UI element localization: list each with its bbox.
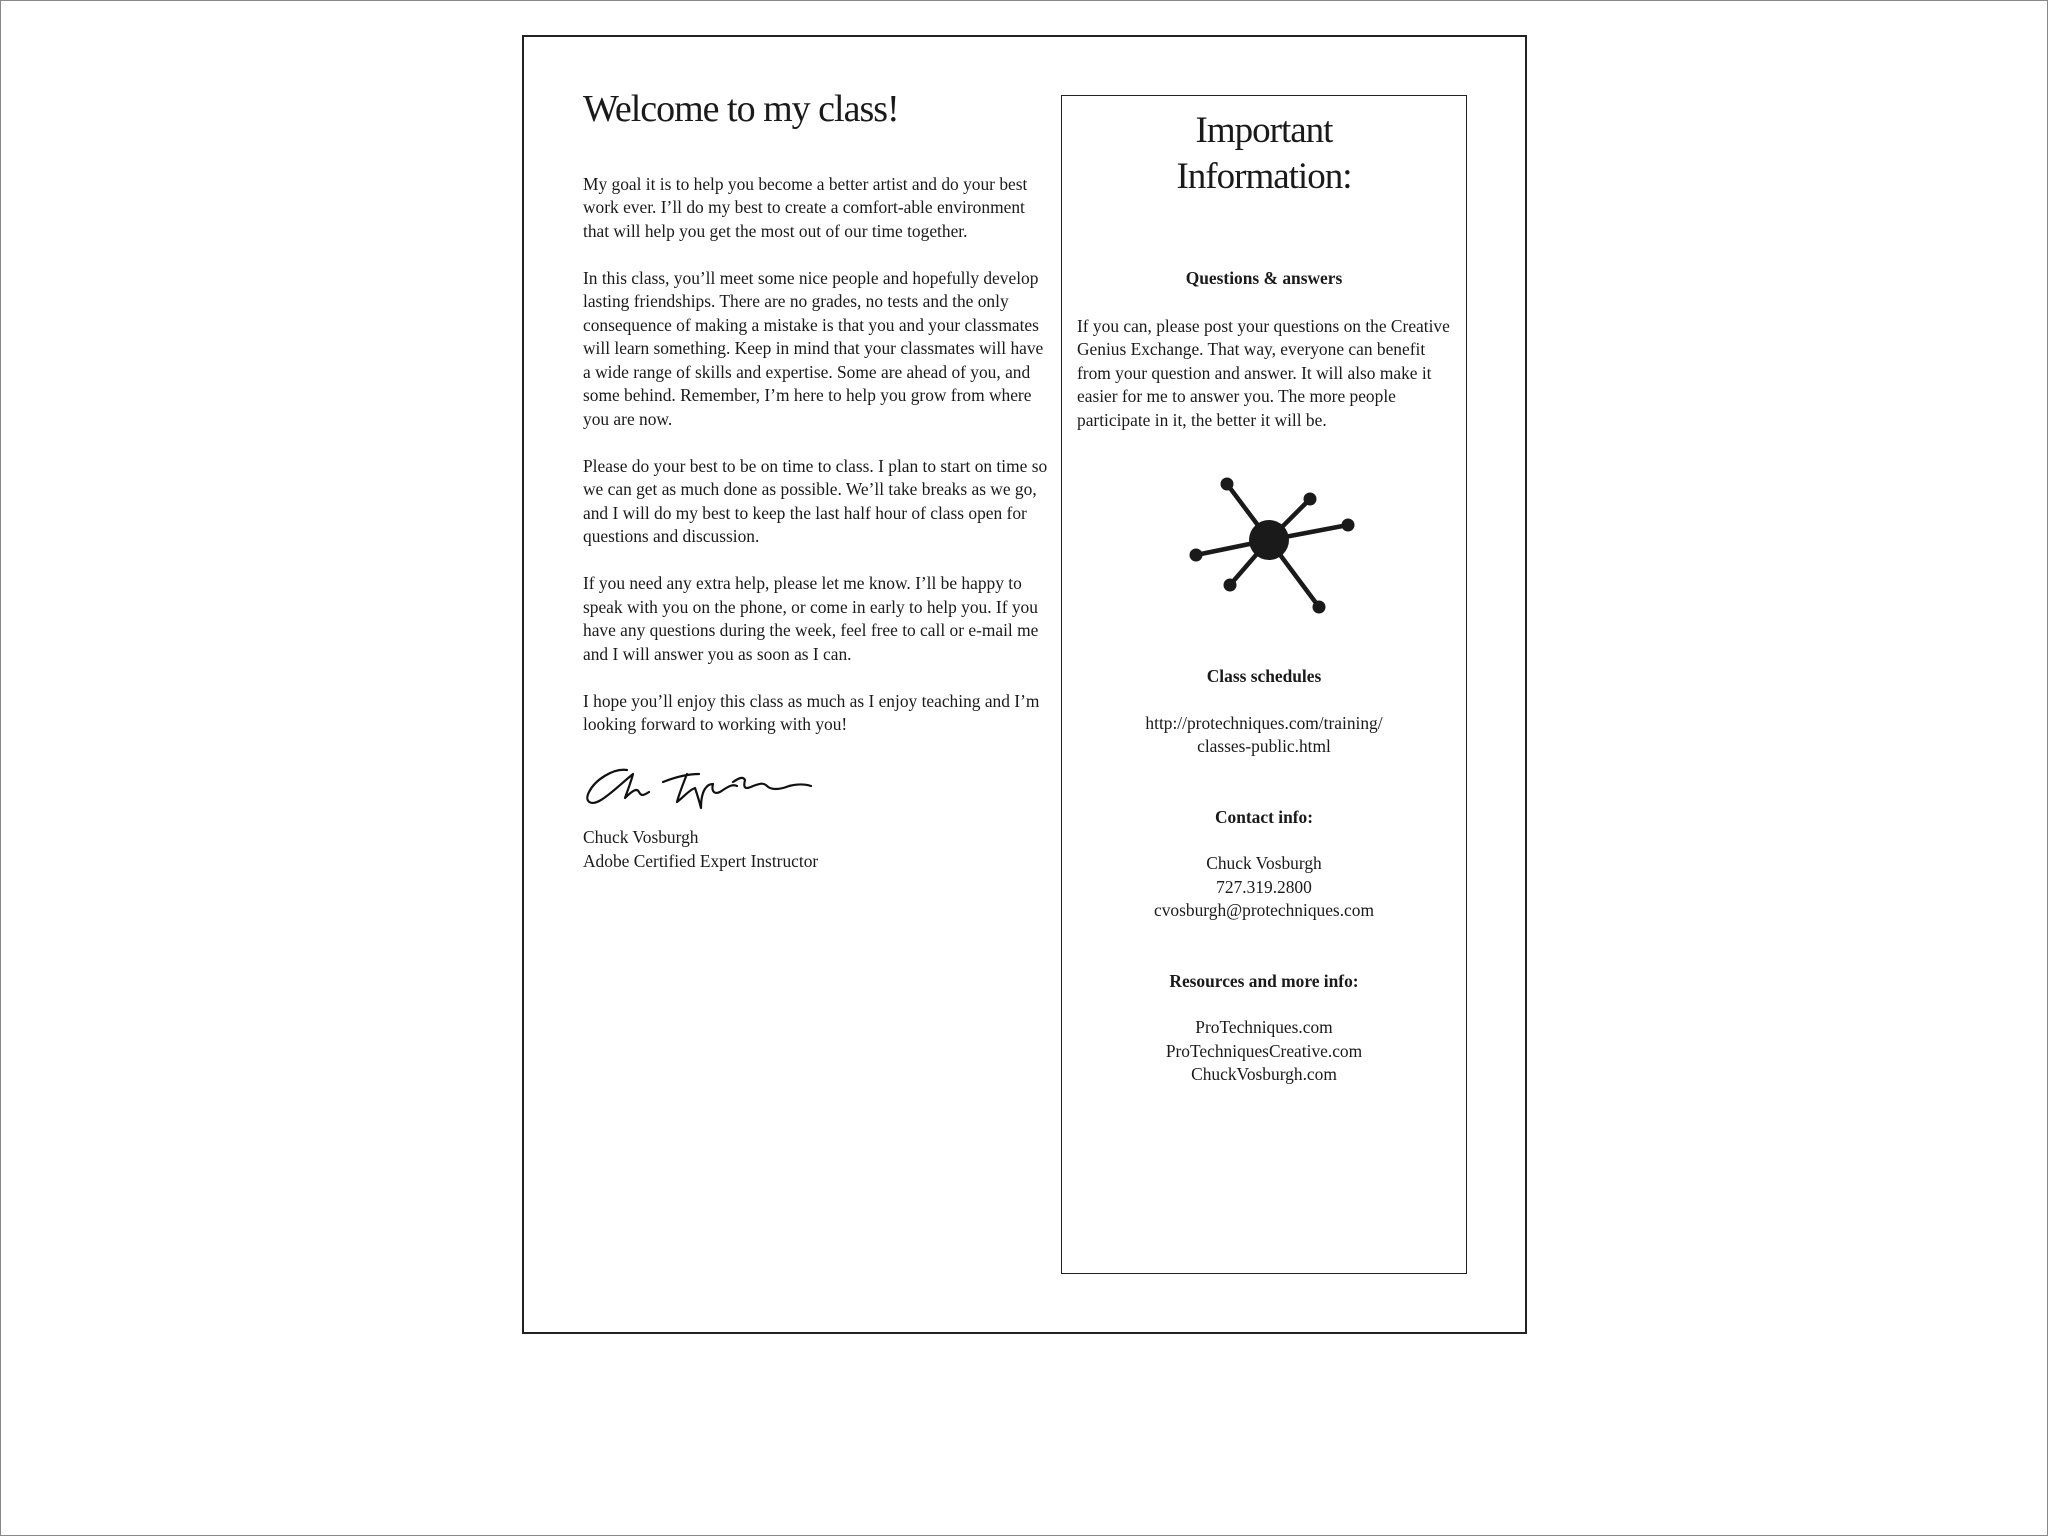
resource-item: ChuckVosburgh.com: [1191, 1064, 1337, 1084]
qa-heading: Questions & answers: [1185, 268, 1343, 288]
contact-heading: Contact info:: [1214, 806, 1314, 827]
letter-body: [583, 173, 1053, 737]
contact-phone: 727.319.2800: [1216, 876, 1312, 897]
signer-title: Adobe Certified Expert Instructor: [583, 850, 819, 871]
letter-paragraph: I hope you’ll enjoy this class as much as I enjoy teaching and I’m looking forward to working with you!: [583, 690, 1040, 735]
schedules-url-line: http://protechniques.com/training/: [1145, 712, 1383, 733]
resources-heading: Resources and more info:: [1169, 970, 1359, 991]
schedules-heading: Class schedules: [1206, 666, 1322, 686]
welcome-letter: [583, 89, 1053, 873]
resource-item: ProTechniques.com: [1195, 1017, 1333, 1037]
contact-name: Chuck Vosburgh: [1206, 853, 1322, 873]
resource-item: ProTechniquesCreative.com: [1165, 1040, 1363, 1061]
resources-list: [1062, 1016, 1466, 1087]
letter-paragraph: If you need any extra help, please let me know. I’ll be happy to speak with you on the phone, or come in early to help you. If you have any questions during the week, feel free to call or e-mail me and I will answer you as soon as I can.: [583, 573, 1039, 664]
network-hub-icon: [1149, 452, 1379, 642]
sidebar-title-line: Information:: [1176, 156, 1352, 197]
document-page: [522, 35, 1527, 1334]
schedules-url: [1062, 712, 1466, 759]
letter-paragraph: Please do your best to be on time to class. I plan to start on time so we can get as much done as possible. We’ll take breaks as we go, and I will do my best to keep the last half hour of class open for questions and discussion.: [583, 455, 1048, 547]
letter-paragraph: My goal it is to help you become a better artist and do your best work ever. I’ll do my best to create a comfort-able environment that will help you get the most out of our time together.: [583, 173, 1028, 241]
sidebar-title: [1062, 108, 1466, 200]
signature-block: [583, 826, 1053, 873]
contact-info: [1062, 852, 1466, 923]
signature-icon: [583, 760, 815, 812]
important-info-sidebar: [1061, 95, 1467, 1274]
contact-email: cvosburgh@protechniques.com: [1154, 900, 1374, 920]
sidebar-title-line: Important: [1195, 110, 1333, 151]
qa-text: If you can, please post your questions on the Creative Genius Exchange. That way, everyone can benefit from your question and answer. It will also make it easier for me to answer you. The more people participate in it, the better it will be.: [1077, 315, 1450, 430]
letter-title: Welcome to my class!: [583, 88, 899, 130]
schedules-url-line: classes-public.html: [1197, 736, 1331, 756]
letter-paragraph: In this class, you’ll meet some nice people and hopefully develop lasting friendships. There are no grades, no tests and the only consequence of making a mistake is that you and your classmates will learn something. Keep in mind that your classmates will have a wide range of skills and expertise. Some are ahead of you, and some behind. Remember, I’m here to help you grow from where you are now.: [583, 267, 1044, 429]
signer-name: Chuck Vosburgh: [583, 827, 699, 848]
